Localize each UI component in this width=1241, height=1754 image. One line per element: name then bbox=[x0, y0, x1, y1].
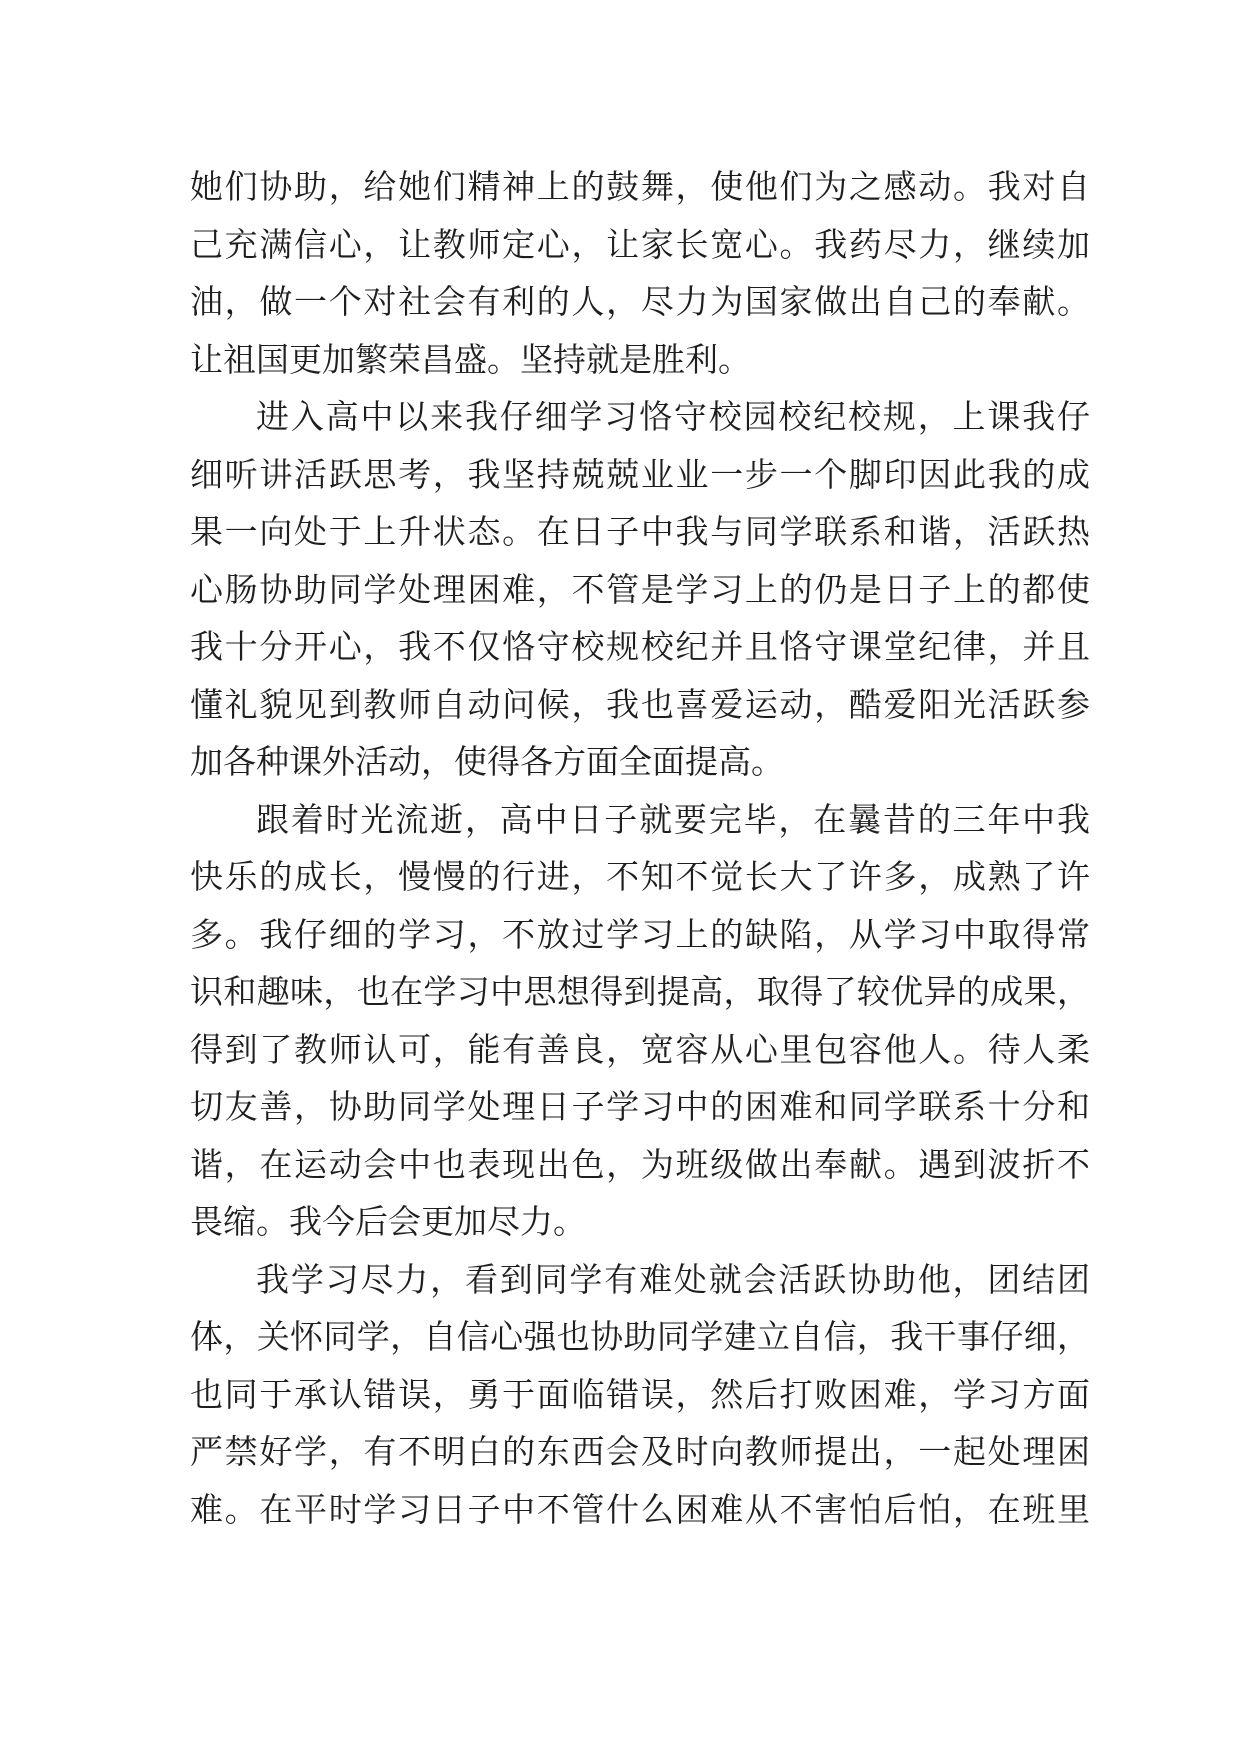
text-line: 畏缩。我今后会更加尽力。 bbox=[190, 1202, 586, 1241]
text-line: 加各种课外活动，使得各方面全面提高。 bbox=[190, 742, 784, 781]
text-line: 难。在平时学习日子中不管什么困难从不害怕后怕，在班里 bbox=[190, 1489, 1090, 1529]
document-body bbox=[190, 158, 1090, 1538]
text-line: 心肠协助同学处理困难，不管是学习上的仍是日子上的都使 bbox=[190, 569, 1090, 609]
text-line: 体，关怀同学，自信心强也协助同学建立自信，我干事仔细， bbox=[190, 1317, 1090, 1356]
text-line: 切友善，协助同学处理日子学习中的困难和同学联系十分和 bbox=[190, 1087, 1090, 1126]
text-line: 我学习尽力，看到同学有难处就会活跃协助他，团结团 bbox=[256, 1259, 1090, 1299]
text-line: 谐，在运动会中也表现出色，为班级做出奉献。遇到波折不 bbox=[190, 1144, 1090, 1184]
text-line: 果一向处于上升状态。在日子中我与同学联系和谐，活跃热 bbox=[190, 512, 1090, 551]
text-line: 跟着时光流逝，高中日子就要完毕，在曩昔的三年中我 bbox=[256, 799, 1090, 839]
text-line: 严禁好学，有不明白的东西会及时向教师提出，一起处理困 bbox=[190, 1432, 1090, 1471]
text-line: 细听讲活跃思考，我坚持兢兢业业一步一个脚印因此我的成 bbox=[190, 454, 1090, 494]
text-line: 进入高中以来我仔细学习恪守校园校纪校规，上课我仔 bbox=[256, 397, 1090, 436]
text-line: 懂礼貌见到教师自动问候，我也喜爱运动，酷爱阳光活跃参 bbox=[190, 684, 1090, 724]
text-line: 多。我仔细的学习，不放过学习上的缺陷，从学习中取得常 bbox=[190, 914, 1090, 954]
text-line: 我十分开心，我不仅恪守校规校纪并且恪守课堂纪律，并且 bbox=[190, 627, 1090, 666]
text-line: 她们协助，给她们精神上的鼓舞，使他们为之感动。我对自 bbox=[190, 167, 1090, 206]
text-line: 得到了教师认可，能有善良，宽容从心里包容他人。待人柔 bbox=[190, 1029, 1090, 1069]
text-line: 让祖国更加繁荣昌盛。坚持就是胜利。 bbox=[190, 339, 751, 379]
paragraph-4 bbox=[190, 1251, 1090, 1539]
text-line: 快乐的成长，慢慢的行进，不知不觉长大了许多，成熟了许 bbox=[190, 857, 1090, 896]
paragraph-1 bbox=[190, 158, 1090, 388]
text-line: 识和趣味，也在学习中思想得到提高，取得了较优异的成果， bbox=[190, 972, 1090, 1011]
text-line: 油，做一个对社会有利的人，尽力为国家做出自己的奉献。 bbox=[190, 282, 1090, 321]
text-line: 己充满信心，让教师定心，让家长宽心。我药尽力，继续加 bbox=[190, 224, 1090, 264]
paragraph-3 bbox=[190, 791, 1090, 1251]
paragraph-2 bbox=[190, 388, 1090, 791]
text-line: 也同于承认错误，勇于面临错误，然后打败困难，学习方面 bbox=[190, 1374, 1090, 1414]
